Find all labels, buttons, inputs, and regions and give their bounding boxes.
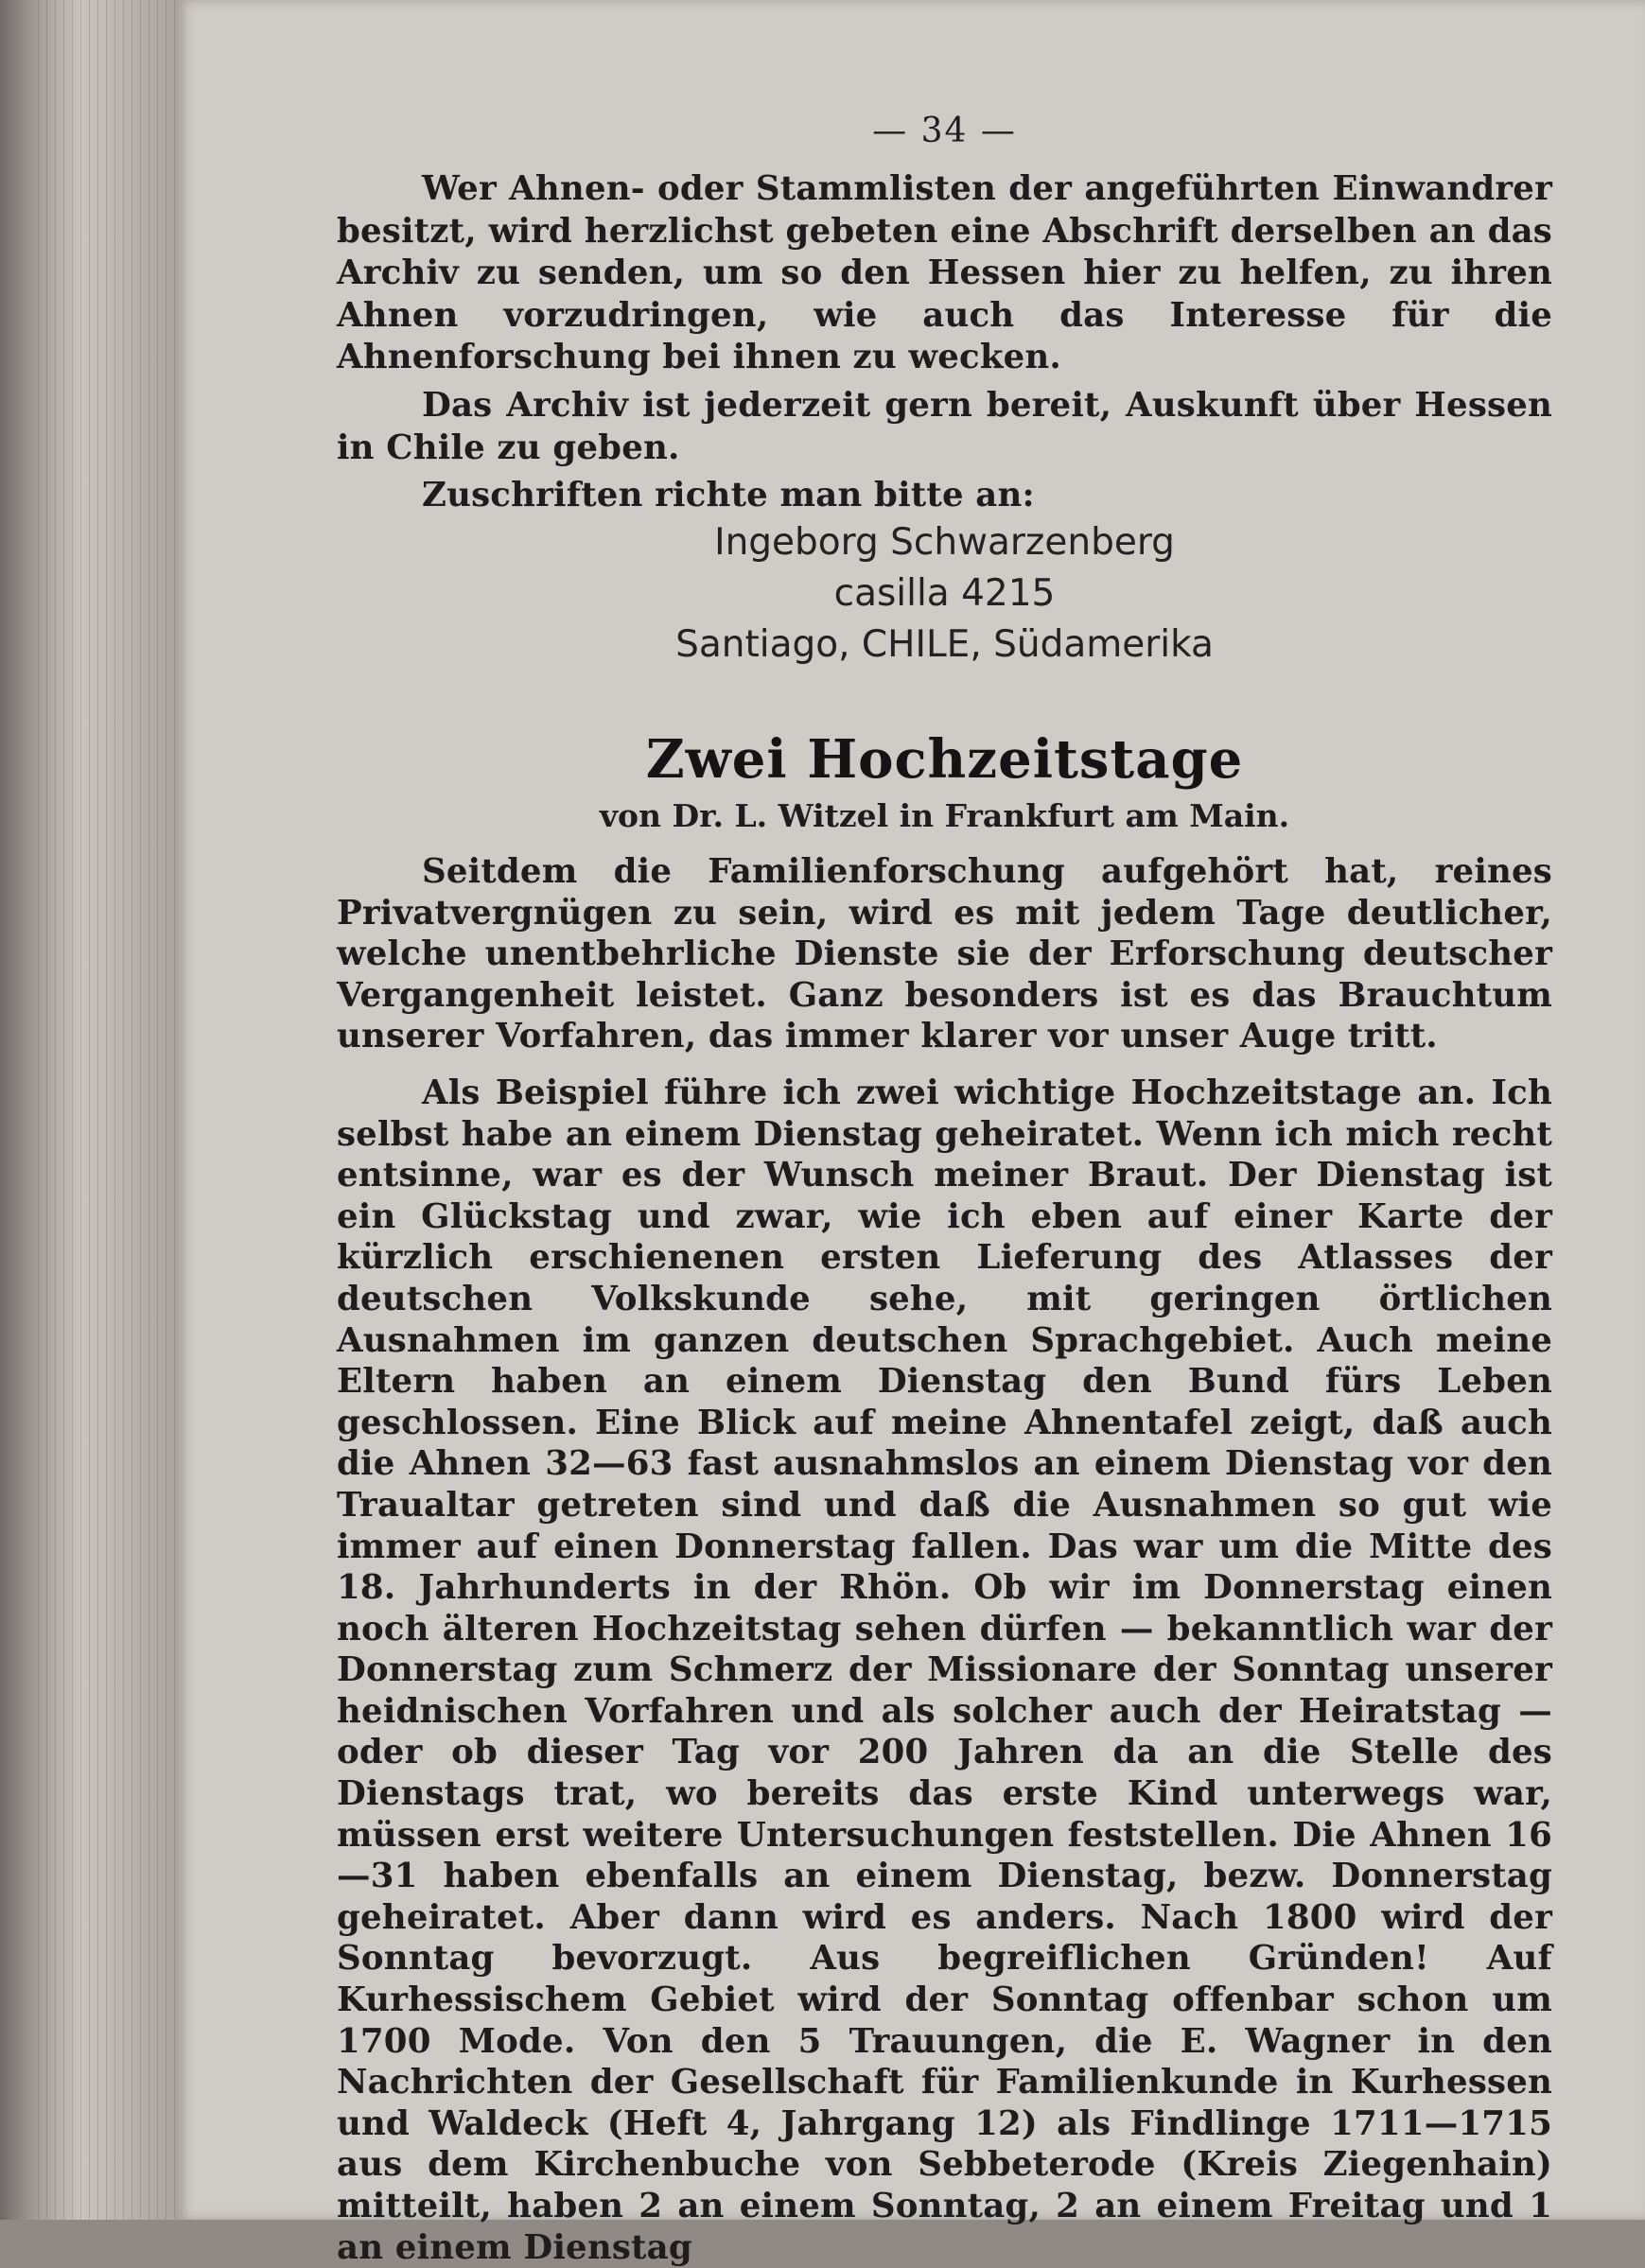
page-number: — 34 — [872, 112, 1017, 150]
address-box: casilla 4215 [833, 572, 1056, 615]
article-byline: von Dr. L. Witzel in Frankfurt am Main. [599, 797, 1290, 834]
book-page [176, 0, 1645, 2267]
intro-paragraph: Wer Ahnen- oder Stammlisten der angeführten Einwandrer besitzt, wird herzlichst gebeten eine Abschrift derselben an das Archiv zu senden, um so den Hessen hier zu helfen, zu ihren Ahnen vorzudringen, wie auch das Interesse für die Ahnenforschung bei ihnen zu wecken. [337, 169, 1552, 377]
intro-section [337, 168, 1552, 517]
page-stack-lines [38, 0, 180, 2220]
address-name: Ingeborg Schwarzenberg [714, 521, 1175, 564]
intro-paragraph: Das Archiv ist jederzeit gern bereit, Auskunft über Hessen in Chile zu geben. [337, 385, 1552, 467]
address-city: Santiago, CHILE, Südamerika [675, 623, 1214, 666]
article-paragraph: Seitdem die Familienforschung aufgehört hat, reines Privatvergnügen zu sein, wird es mit jedem Tage deutlicher, welche unentbehrliche Dienste sie der Erforschung deutscher Vergangenheit leistet. Ganz besonders ist es das Brauchtum unserer Vorfahren, das immer klarer vor unser Auge tritt. [337, 852, 1552, 1056]
article-paragraph: Als Beispiel führe ich zwei wichtige Hochzeitstage an. Ich selbst habe an einem Dienstag geheiratet. Wenn ich mich recht entsinne, war es der Wunsch meiner Braut. Der Dienstag ist ein Glückstag und zwar, wie ich eben auf einer Karte der kürzlich erschienenen ersten Lieferung des Atlasses der deutschen Volkskunde sehe, mit geringen örtlichen Ausnahmen im ganzen deutschen Sprachgebiet. Auch meine Eltern haben an einem Dienstag den Bund fürs Leben geschlossen. Eine Blick auf meine Ahnentafel zeigt, daß auch die Ahnen 32—63 fast ausnahmslos an einem Dienstag vor den Traualtar getreten sind und daß die Ausnahmen so gut wie immer auf einen Donnerstag fallen. Das war um die Mitte des 18. Jahrhunderts in der Rhön. Ob wir im Donnerstag einen noch älteren Hochzeitstag sehen dürfen — bekanntlich war der Donnerstag zum Schmerz der Missionare der Sonntag unserer heidnischen Vorfahren und als solcher auch der Heiratstag — oder ob dieser Tag vor 200 Jahren da an die Stelle des Dienstags trat, wo bereits das erste Kind unterwegs war, müssen erst weitere Untersuchungen feststellen. Die Ahnen 16—31 haben ebenfalls an einem Dienstag, bezw. Donnerstag geheiratet. Aber dann wird es anders. Nach 1800 wird der Sonntag bevorzugt. Aus begreiflichen Gründen! Auf Kurhessischem Gebiet wird der Sonntag offenbar schon um 1700 Mode. Von den 5 Trauungen, die E. Wagner in den Nachrichten der Gesellschaft für Familienkunde in Kurhessen und Waldeck (Heft 4, Jahrgang 12) als Findlinge 1711—1715 aus dem Kirchenbuche von Sebbeterode (Kreis Ziegenhain) mitteilt, haben 2 an einem Sonntag, 2 an einem Freitag und 1 an einem Dienstag [337, 1073, 1552, 2267]
address-block [337, 517, 1552, 671]
article-title: Zwei Hochzeitstage [645, 728, 1244, 791]
article-body [337, 851, 1552, 2268]
intro-paragraph: Zuschriften richte man bitte an: [422, 476, 1035, 515]
